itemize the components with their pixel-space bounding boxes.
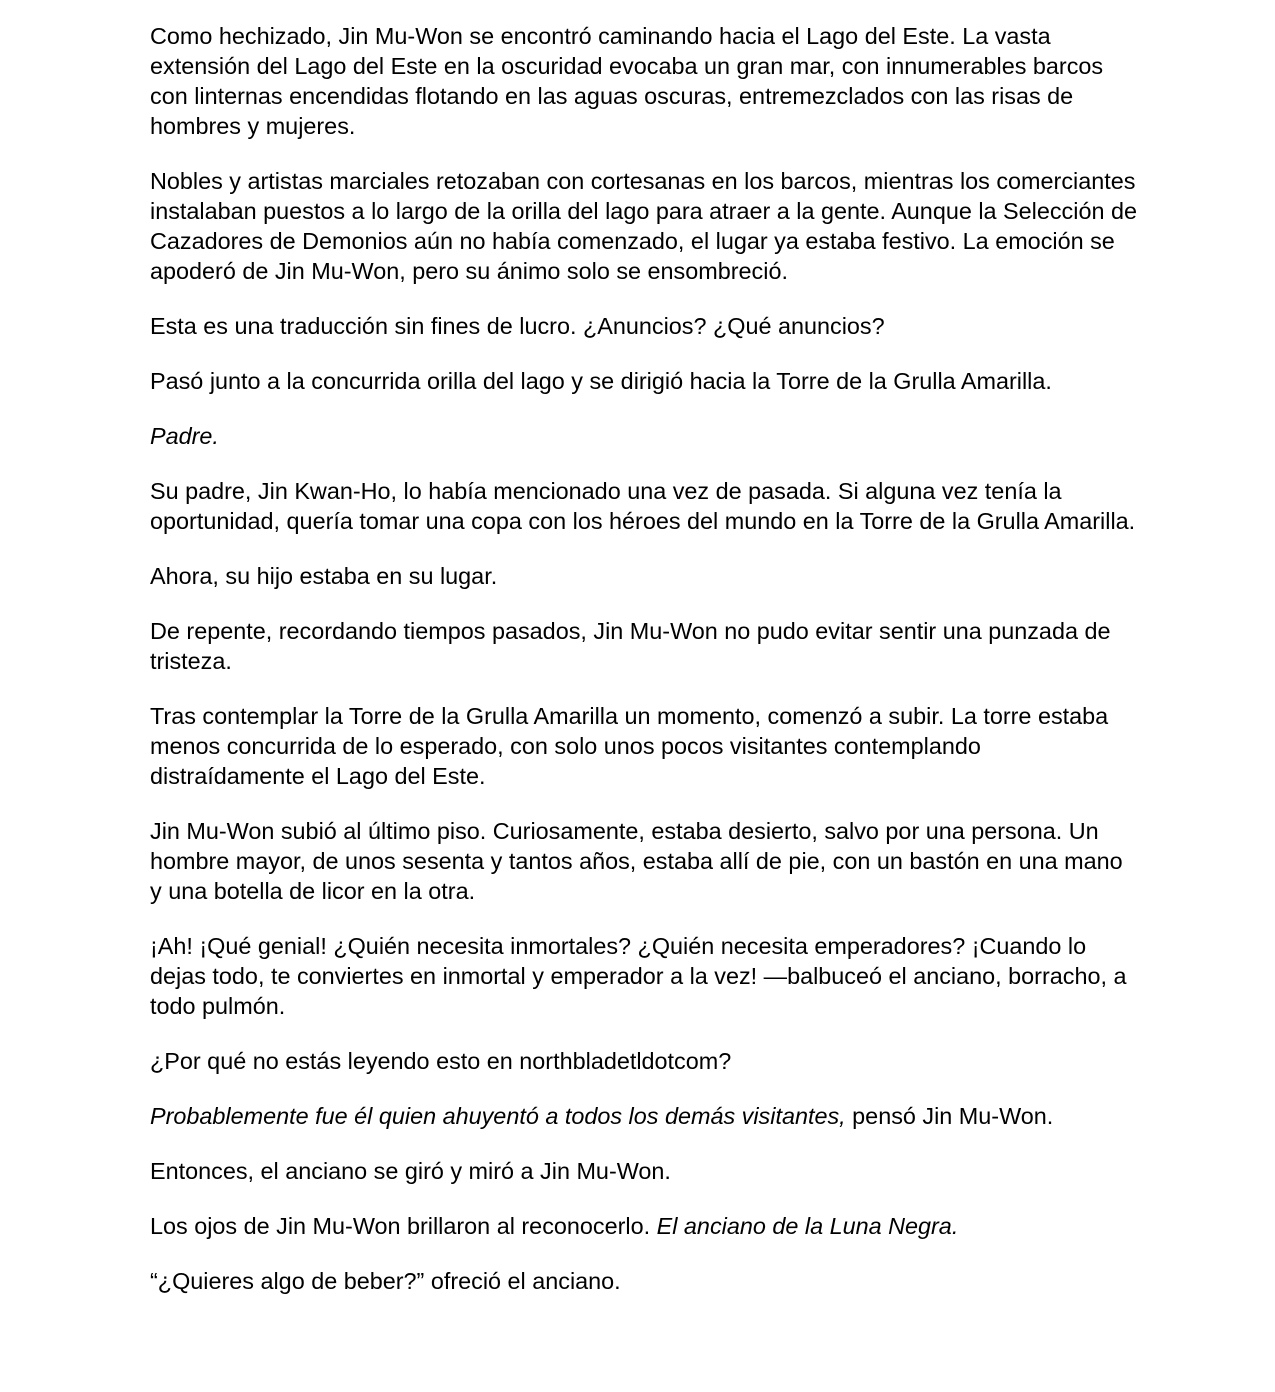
paragraph-text: Ahora, su hijo estaba en su lugar. [150, 563, 498, 589]
paragraph [150, 421, 1140, 451]
paragraph-text: “¿Quieres algo de beber?” ofreció el anciano. [150, 1268, 621, 1294]
paragraph-text: Los ojos de Jin Mu-Won brillaron al reconocerlo. [150, 1213, 657, 1239]
document-page [150, 21, 1140, 1321]
paragraph-text: Entonces, el anciano se giró y miró a Jin Mu-Won. [150, 1158, 671, 1184]
paragraph-text: Jin Mu-Won subió al último piso. Curiosamente, estaba desierto, salvo por una persona. Un hombre mayor, de unos sesenta y tantos años, estaba allí de pie, con un bastón en una mano y una botella de licor en la otra. [150, 818, 1123, 904]
paragraph [150, 1211, 1140, 1241]
paragraph [150, 616, 1140, 676]
paragraph-text: De repente, recordando tiempos pasados, Jin Mu-Won no pudo evitar sentir una punzada de tristeza. [150, 618, 1111, 674]
paragraph [150, 366, 1140, 396]
paragraph-text: Pasó junto a la concurrida orilla del lago y se dirigió hacia la Torre de la Grulla Amarilla. [150, 368, 1052, 394]
paragraph [150, 931, 1140, 1021]
paragraph-text: Como hechizado, Jin Mu-Won se encontró caminando hacia el Lago del Este. La vasta extensión del Lago del Este en la oscuridad evocaba un gran mar, con innumerables barcos con linternas encendidas flotando en las aguas oscuras, entremezclados con las risas de hombres y mujeres. [150, 23, 1104, 139]
paragraph [150, 816, 1140, 906]
paragraph [150, 476, 1140, 536]
paragraph [150, 1101, 1140, 1131]
paragraph [150, 21, 1140, 141]
paragraph-text-italic: Probablemente fue él quien ahuyentó a todos los demás visitantes, [150, 1103, 846, 1129]
paragraph-text-italic: Padre. [150, 423, 219, 449]
paragraph-text: Nobles y artistas marciales retozaban con cortesanas en los barcos, mientras los comerciantes instalaban puestos a lo largo de la orilla del lago para atraer a la gente. Aunque la Selección de Cazadores de Demonios aún no había comenzado, el lugar ya estaba festivo. La emoción se apoderó de Jin Mu-Won, pero su ánimo solo se ensombreció. [150, 168, 1137, 284]
paragraph [150, 561, 1140, 591]
paragraph [150, 1046, 1140, 1076]
paragraph-text: ¡Ah! ¡Qué genial! ¿Quién necesita inmortales? ¿Quién necesita emperadores? ¡Cuando lo dejas todo, te conviertes en inmortal y emperador a la vez! —balbuceó el anciano, borracho, a todo pulmón. [150, 933, 1127, 1019]
paragraph-text: ¿Por qué no estás leyendo esto en northbladetldotcom? [150, 1048, 732, 1074]
paragraph-text: Tras contemplar la Torre de la Grulla Amarilla un momento, comenzó a subir. La torre estaba menos concurrida de lo esperado, con solo unos pocos visitantes contemplando distraídamente el Lago del Este. [150, 703, 1109, 789]
paragraph-text-italic: El anciano de la Luna Negra. [656, 1213, 959, 1239]
paragraph [150, 311, 1140, 341]
paragraph [150, 701, 1140, 791]
paragraph-text: Esta es una traducción sin fines de lucro. ¿Anuncios? ¿Qué anuncios? [150, 313, 885, 339]
paragraph [150, 1156, 1140, 1186]
paragraph [150, 166, 1140, 286]
paragraph-text: pensó Jin Mu-Won. [845, 1103, 1054, 1129]
paragraph-text: Su padre, Jin Kwan-Ho, lo había mencionado una vez de pasada. Si alguna vez tenía la oportunidad, quería tomar una copa con los héroes del mundo en la Torre de la Grulla Amarilla. [150, 478, 1136, 534]
paragraph [150, 1266, 1140, 1296]
